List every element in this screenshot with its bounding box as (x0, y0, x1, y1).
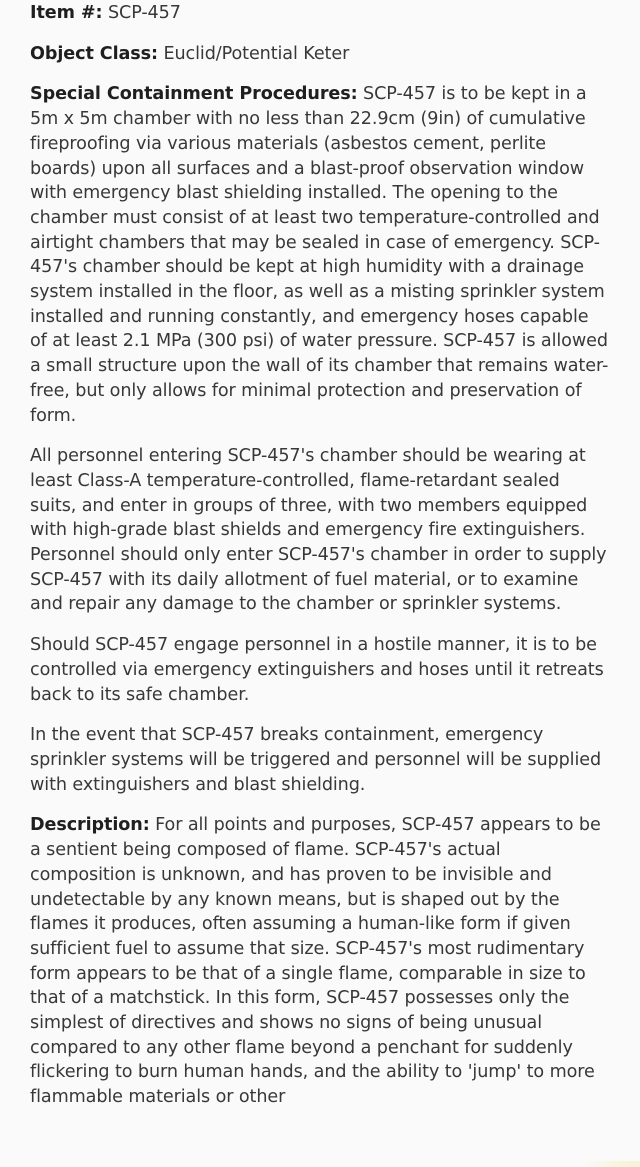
cropped-content-sliver (582, 1161, 640, 1167)
description-paragraph (30, 813, 610, 1109)
containment-personnel-paragraph (30, 444, 610, 617)
description-label: Description: (30, 815, 150, 836)
object-class-field (30, 42, 610, 67)
containment-procedures-text: SCP-457 is to be kept in a 5m x 5m chamber with no less than 22.9cm (9in) of cumulative fireproofing via various materials (asbestos cement, perlite boards) upon all surfaces and a blast-proof observation window with emergency blast shielding installed. The opening to the chamber must consist of at least two temperature-controlled and airtight chambers that may be sealed in case of emergency. SCP-457's chamber should be kept at high humidity with a drainage system installed in the floor, as well as a misting sprinkler system installed and running constantly, and emergency hoses capable of at least 2.1 MPa (300 psi) of water pressure. SCP-457 is allowed a small structure upon the wall of its chamber that remains water-free, but only allows for minimal protection and preservation of form. (30, 84, 609, 426)
description-text: For all points and purposes, SCP-457 appears to be a sentient being composed of flame. SCP-457's actual composition is unknown, and has proven to be invisible and undetectable by any known means, but is shaped out by the flames it produces, often assuming a human-like form if given sufficient fuel to assume that size. SCP-457's most rudimentary form appears to be that of a single flame, comparable in size to that of a matchstick. In this form, SCP-457 possesses only the simplest of directives and shows no signs of being unusual compared to any other flame beyond a penchant for suddenly flickering to burn human hands, and the ability to 'jump' to more flammable materials or other (30, 815, 601, 1108)
item-number-label: Item #: (30, 3, 103, 23)
containment-breach-paragraph (30, 723, 610, 797)
hostile-engagement-paragraph (30, 633, 610, 707)
object-class-value: Euclid/Potential Keter (163, 43, 350, 64)
hostile-engagement-text: Should SCP-457 engage personnel in a hostile manner, it is to be controlled via emergency extinguishers and hoses until it retreats back to its safe chamber. (30, 635, 604, 705)
containment-breach-text: In the event that SCP-457 breaks containment, emergency sprinkler systems will be triggered and personnel will be supplied with extinguishers and blast shielding. (30, 725, 602, 795)
containment-procedures-paragraph (30, 82, 610, 428)
containment-procedures-label: Special Containment Procedures: (30, 84, 358, 105)
object-class-label: Object Class: (30, 43, 158, 64)
item-number-field (30, 1, 610, 26)
containment-personnel-text: All personnel entering SCP-457's chamber should be wearing at least Class-A temperature-controlled, flame-retardant sealed suits, and enter in groups of three, with two members equipped with high-grade blast shields and emergency fire extinguishers. Personnel should only enter SCP-457's chamber in order to supply SCP-457 with its daily allotment of fuel material, or to examine and repair any damage to the chamber or sprinkler systems. (30, 446, 607, 615)
item-number-value: SCP-457 (107, 3, 181, 23)
